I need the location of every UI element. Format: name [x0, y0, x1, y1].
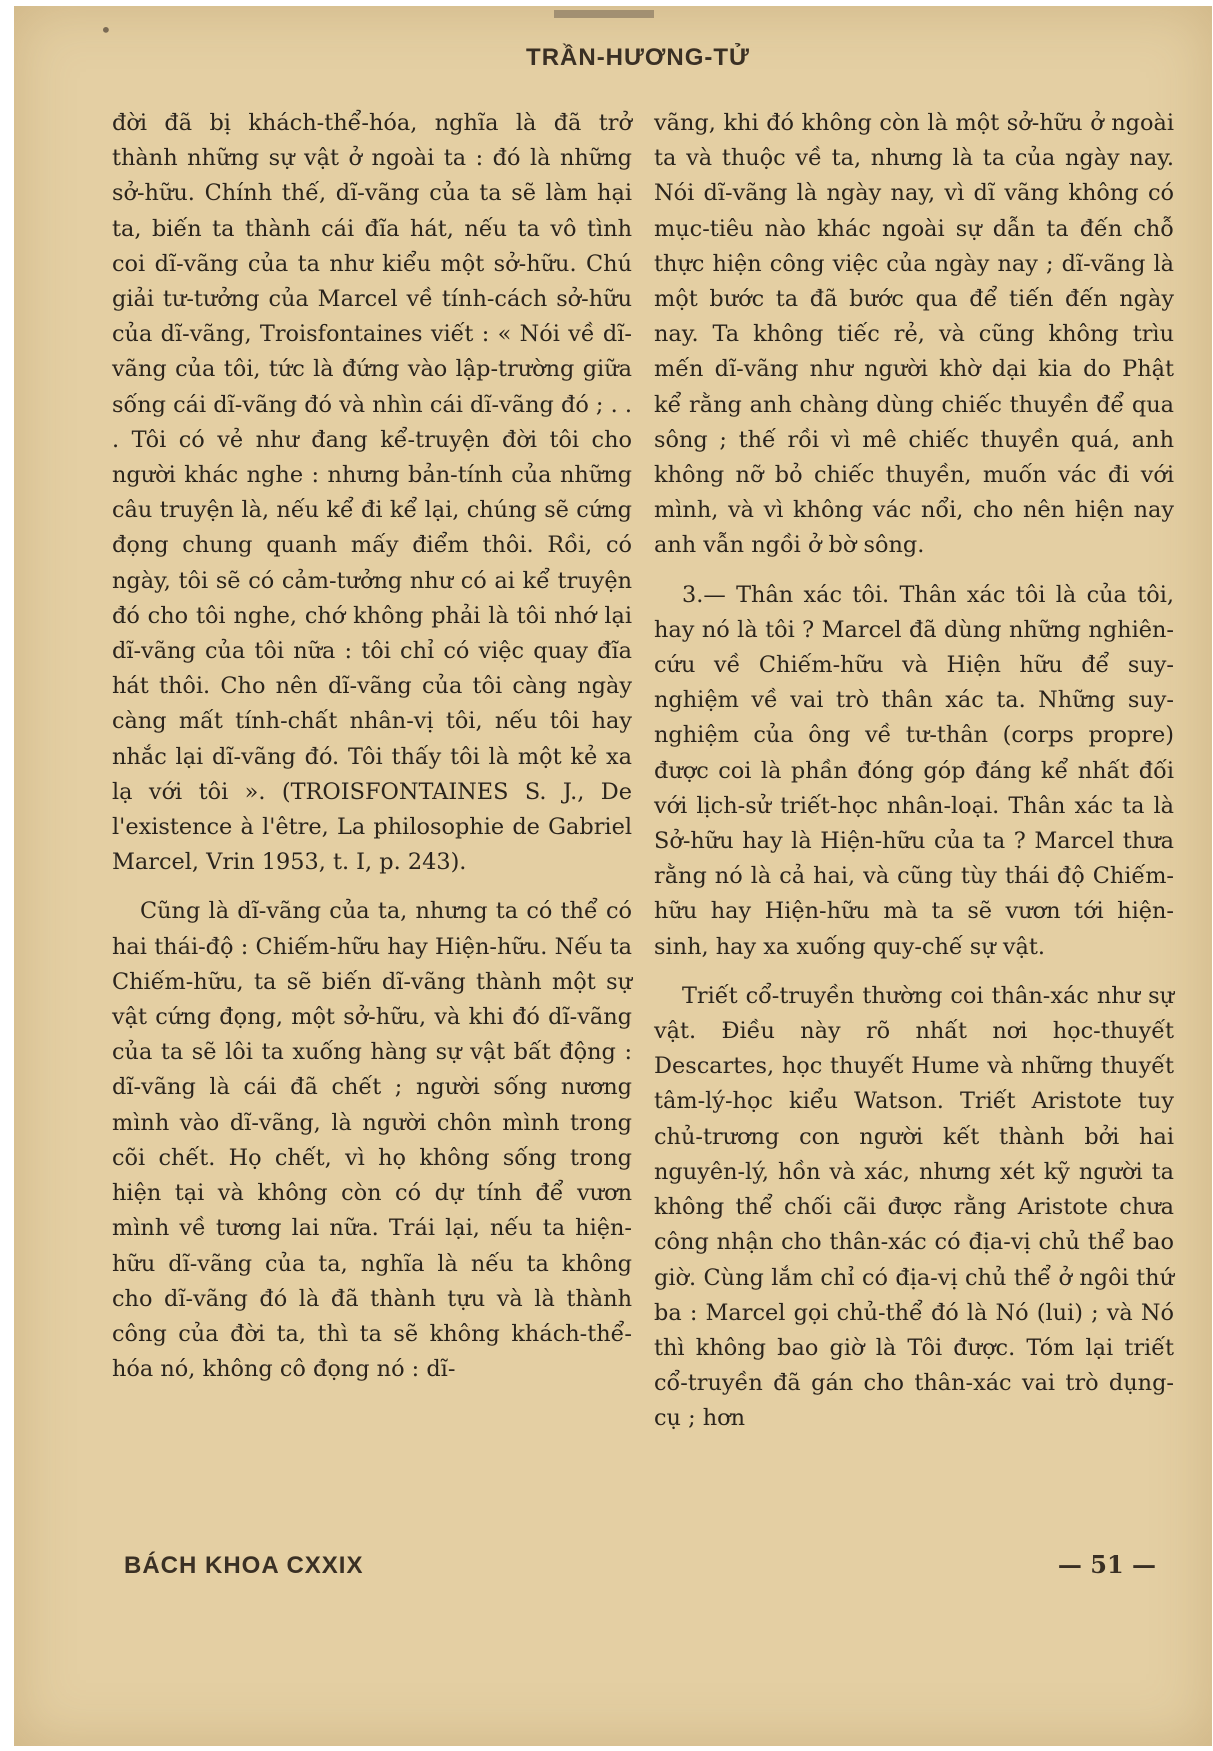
left-paragraph-2: Cũng là dĩ-vãng của ta, nhưng ta có thể có hai thái-độ : Chiếm-hữu hay Hiện-hữu. Nếu ta Chiếm-hữu, ta sẽ biến dĩ-vãng thành một sự vật cứng đọng, một sở-hữu, và khi đó dĩ-vãng của ta sẽ lôi ta xuống hàng sự vật bất động : dĩ-vãng là cái đã chết ; người sống nương mình vào dĩ-vãng, là người chôn mình trong cõi chết. Họ chết, vì họ không sống trong hiện tại và không còn có dự tính để vươn mình về tương lai nữa. Trái lại, nếu ta hiện-hữu dĩ-vãng của ta, nghĩa là nếu ta không cho dĩ-vãng đó là đã thành tựu và là thành công của đời ta, thì ta sẽ không khách-thể-hóa nó, không cô đọng nó : dĩ- [112, 898, 632, 1383]
left-paragraph-1: đời đã bị khách-thể-hóa, nghĩa là đã trở thành những sự vật ở ngoài ta : đó là những sở-hữu. Chính thế, dĩ-vãng của ta sẽ làm hại ta, biến ta thành cái đĩa hát, nếu ta vô tình coi dĩ-vãng của ta như kiểu một sở-hữu. Chú giải tư-tưởng của Marcel về tính-cách sở-hữu của dĩ-vãng, Troisfontaines viết : « Nói về dĩ-vãng của tôi, tức là đứng vào lập-trường giữa sống cái dĩ-vãng đó và nhìn cái dĩ-vãng đó ; . . . Tôi có vẻ như đang kể-truyện đời tôi cho người khác nghe : nhưng bản-tính của những câu truyện là, nếu kể đi kể lại, chúng sẽ cứng đọng chung quanh mấy điểm thôi. Rồi, có ngày, tôi sẽ có cảm-tưởng như có ai kể truyện đó cho tôi nghe, chớ không phải là tôi nhớ lại dĩ-vãng của tôi nữa : tôi chỉ có việc quay đĩa hát thôi. Cho nên dĩ-vãng của tôi càng ngày càng mất tính-chất nhân-vị tôi, nếu tôi hay nhắc lại dĩ-vãng đó. Tôi thấy tôi là một kẻ xa lạ với tôi ». (TROISFONTAINES S. J., De l'existence à l'être, La philosophie de Gabriel Marcel, Vrin 1953, t. I, p. 243). [112, 110, 632, 876]
page-number: — 51 — [1057, 1550, 1156, 1579]
right-column [654, 106, 1174, 1437]
page-sheet [14, 6, 1212, 1746]
corner-mark: • [100, 18, 112, 42]
right-paragraph-2: 3.— Thân xác tôi. Thân xác tôi là của tôi, hay nó là tôi ? Marcel đã dùng những nghiên-cứu về Chiếm-hữu và Hiện hữu để suy-nghiệm về vai trò thân xác ta. Những suy-nghiệm của ông về tư-thân (corps propre) được coi là phần đóng góp đáng kể nhất đối với lịch-sử triết-học nhân-loại. Thân xác ta là Sở-hữu hay là Hiện-hữu của ta ? Marcel thưa rằng nó là cả hai, và cũng tùy thái độ Chiếm-hữu hay Hiện-hữu mà ta sẽ vươn tới hiện-sinh, hay xa xuống quy-chế sự vật. [654, 581, 1174, 960]
tape-strip [554, 10, 654, 18]
footer-publication: BÁCH KHOA CXXIX [124, 1552, 364, 1579]
left-column [112, 106, 632, 1387]
right-paragraph-1: vãng, khi đó không còn là một sở-hữu ở ngoài ta và thuộc về ta, nhưng là ta của ngày nay. Nói dĩ-vãng là ngày nay, vì dĩ vãng không có mục-tiêu nào khác ngoài sự dẫn ta đến chỗ thực hiện công việc của ngày nay ; dĩ-vãng là một bước ta đã bước qua để tiến đến ngày nay. Ta không tiếc rẻ, và cũng không trìu mến dĩ-vãng như người khờ dại kia do Phật kể rằng anh chàng dùng chiếc thuyền để qua sông ; thế rồi vì mê chiếc thuyền quá, anh không nỡ bỏ chiếc thuyền, muốn vác đi với mình, và vì không vác nổi, cho nên hiện nay anh vẫn ngồi ở bờ sông. [654, 110, 1174, 559]
right-paragraph-3: Triết cổ-truyền thường coi thân-xác như sự vật. Điều này rõ nhất nơi học-thuyết Descartes, học thuyết Hume và những thuyết tâm-lý-học kiểu Watson. Triết Aristote tuy chủ-trương con người kết thành bởi hai nguyên-lý, hồn và xác, nhưng xét kỹ người ta không thể chối cãi được rằng Aristote chưa công nhận cho thân-xác có địa-vị chủ thể bao giờ. Cùng lắm chỉ có địa-vị chủ thể ở ngôi thứ ba : Marcel gọi chủ-thể đó là Nó (lui) ; và Nó thì không bao giờ là Tôi được. Tóm lại triết cổ-truyền đã gán cho thân-xác vai trò dụng-cụ ; hơn [654, 982, 1174, 1432]
running-header: TRẦN-HƯƠNG-TỬ [526, 44, 750, 71]
